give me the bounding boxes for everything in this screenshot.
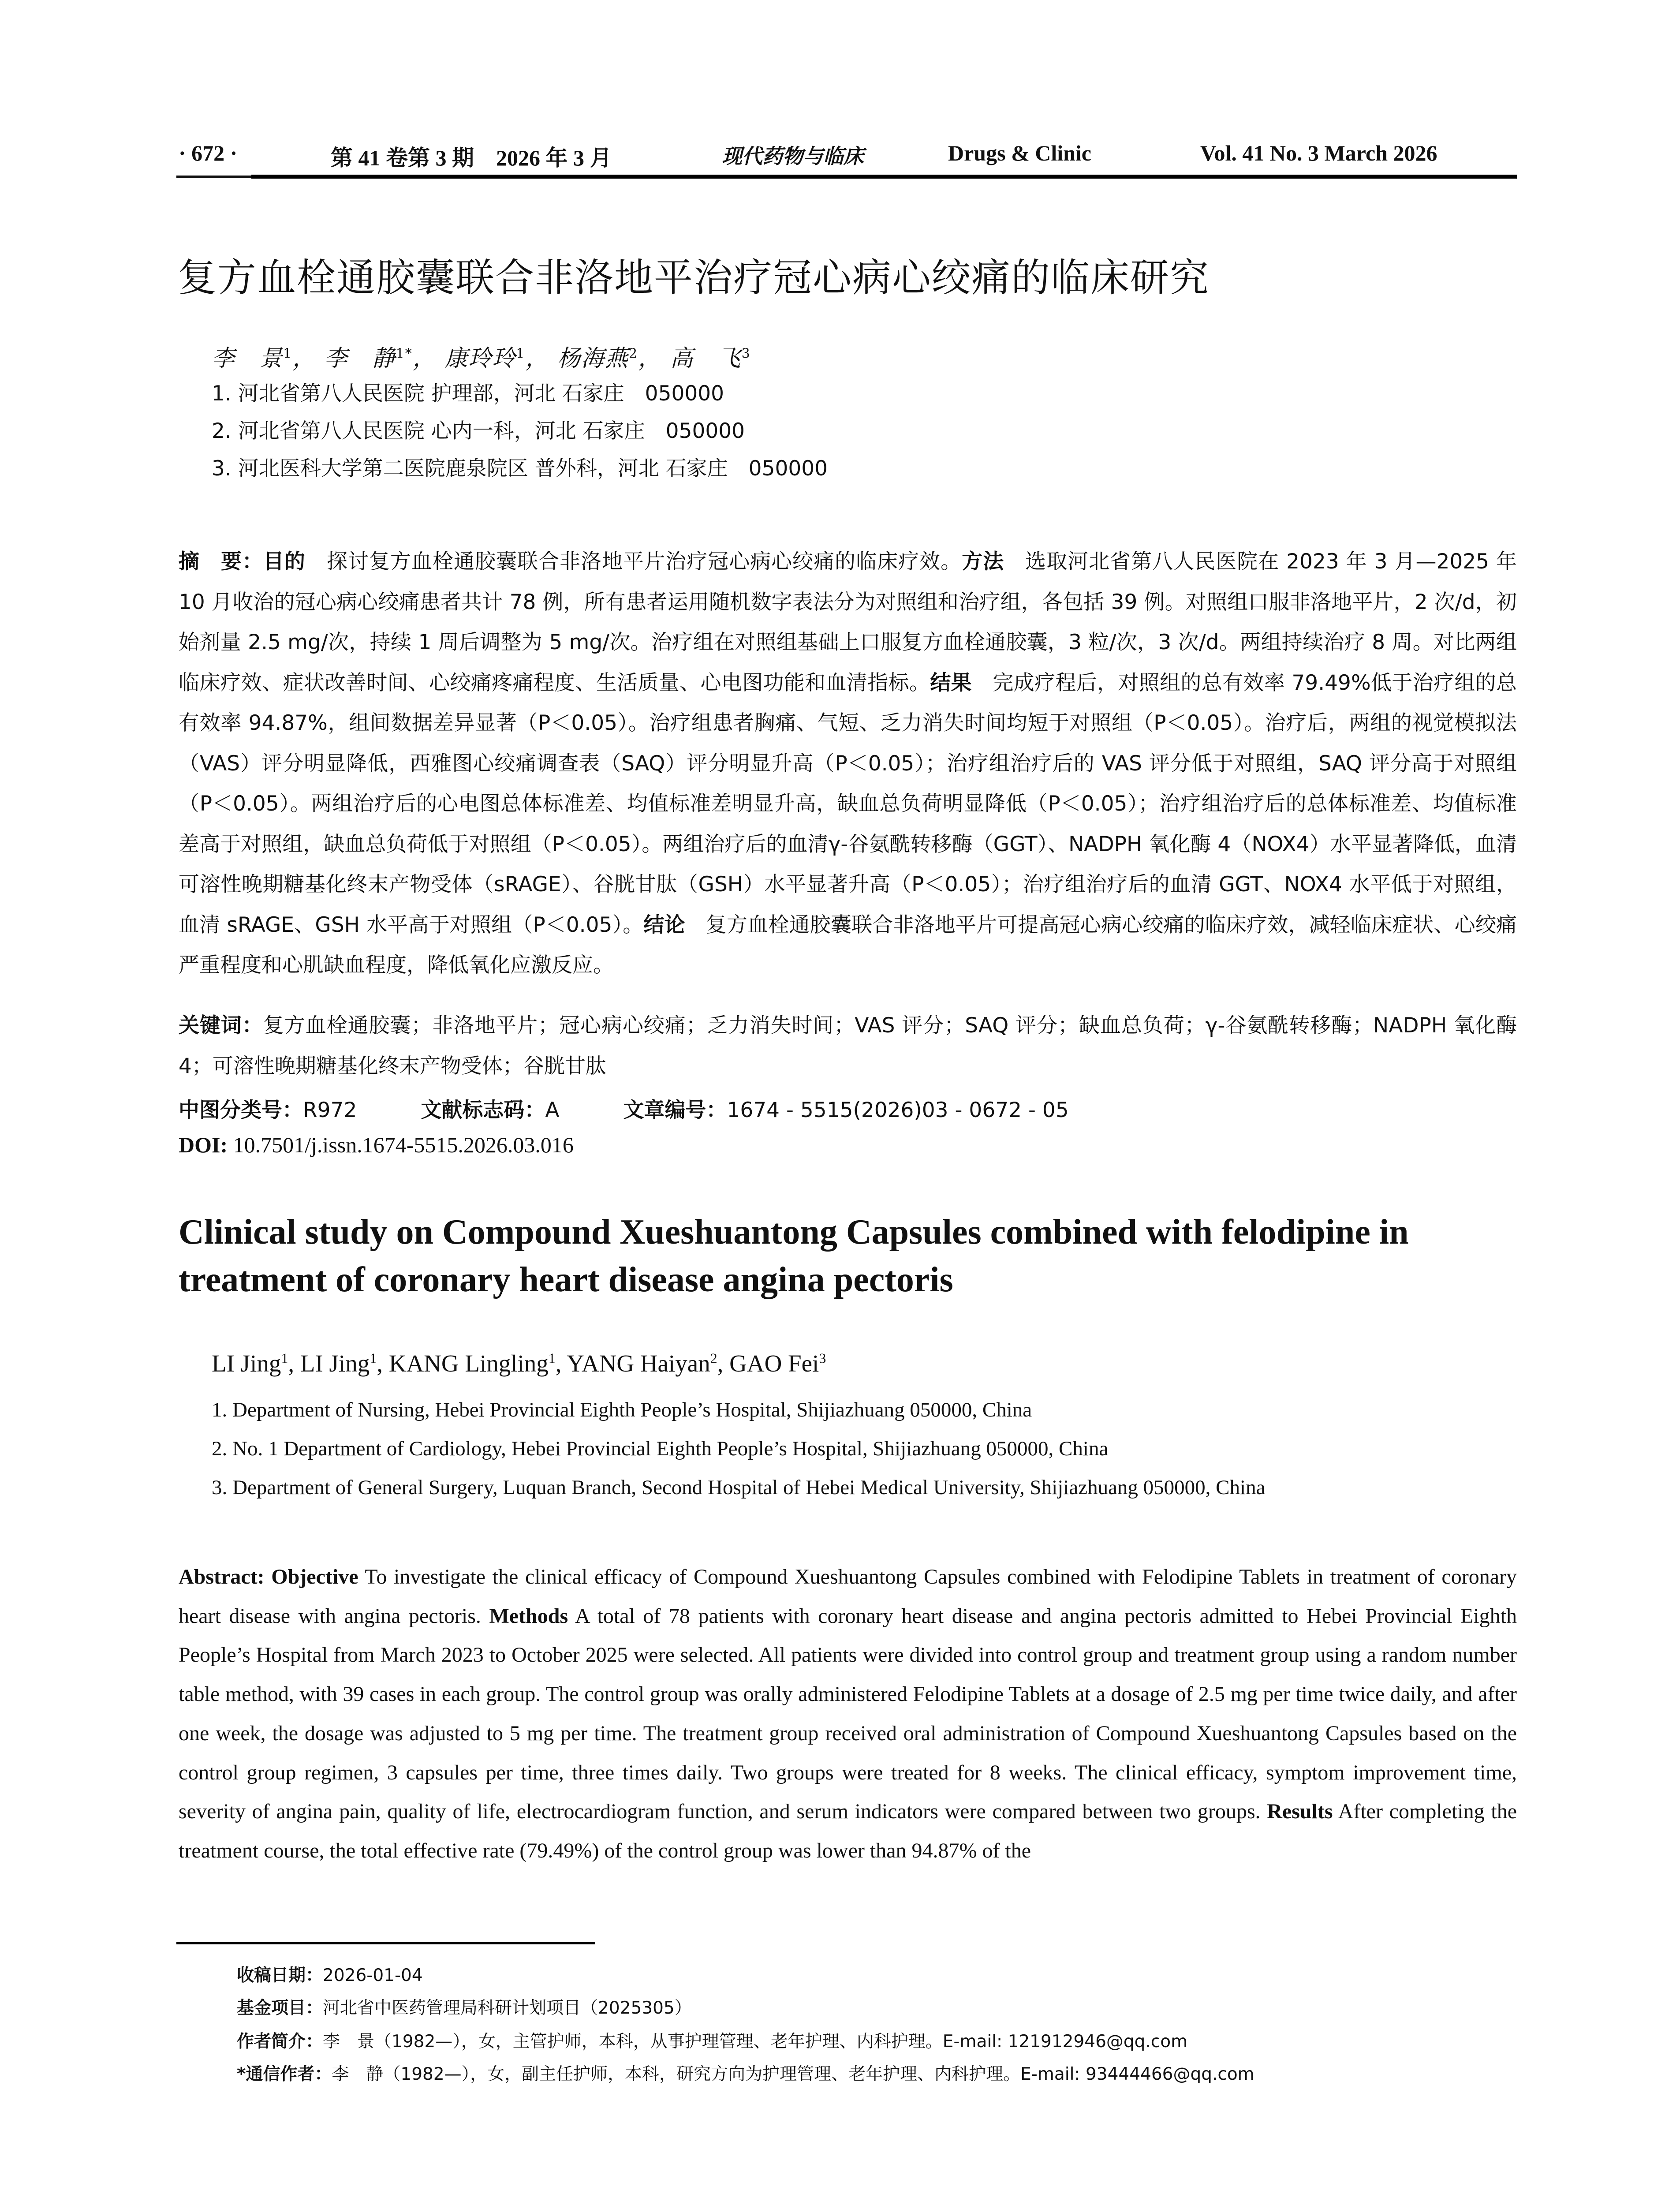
methods-text: 选取河北省第八人民医院在 2023 年 3 月—2025 年 10 月收治的冠心病心绞痛患者共计 78 例，所有患者运用随机数字表法分为对照组和治疗组，各包括 39 例。对照组口服非洛地平片，2 次/d，初始剂量 2.5 mg/次，持续 1 周后调整为 5 mg/次。治疗组在对照组基础上口服复方血栓通胶囊，3 粒/次，3 次/d。两组持续治疗 8 周。对比两组临床疗效、症状改善时间、心绞痛疼痛程度、生活质量、心电图功能和血清指标。 (179, 549, 1517, 695)
doc-code-value: A (545, 1098, 560, 1122)
doi-link[interactable]: 10.7501/j.issn.1674-5515.2026.03.016 (228, 1132, 574, 1157)
footnote-label: 收稿日期： (237, 1966, 323, 1985)
header-rule-left (176, 176, 251, 178)
results-label: Results (1267, 1800, 1333, 1824)
footnote-text: 李 景（1982—），女，主管护师，本科，从事护理管理、老年护理、内科护理。E-mail: 121912946@qq.com (323, 2032, 1188, 2052)
methods-text: A total of 78 patients with coronary heart disease and angina pectoris admitted to Hebei Provincial Eighth People’s Hospital from March 2023 to October 2025 were selected. All patients were divided into control group and treatment group using a random number table method, with 39 cases in each group. The control group was orally administered Felodipine Tablets at a dosage of 2.5 mg per time twice daily, and after one week, the dosage was adjusted to 5 mg per time. The treatment group received oral administration of Compound Xueshuantong Capsules based on the control group regimen, 3 capsules per time, three times daily. Two groups were treated for 8 weeks. The clinical efficacy, symptom improvement time, severity of angina pain, quality of life, electrocardiogram function, and serum indicators were compared between two groups. (179, 1604, 1517, 1824)
affiliation-cn: 3. 河北医科大学第二医院鹿泉院区 普外科，河北 石家庄 050000 (212, 456, 828, 481)
article-no-label: 文章编号： (623, 1098, 727, 1122)
footnote-text: 李 静（1982—），女，副主任护师，本科，研究方向为护理管理、老年护理、内科护理。E-mail: 93444466@qq.com (332, 2064, 1254, 2084)
author-affiliation-mark: 3 (819, 1350, 826, 1366)
affiliation-en: 1. Department of Nursing, Hebei Provincial Eighth People’s Hospital, Shijiazhuang 050000, China (212, 1398, 1032, 1421)
article-no-value: 1674 - 5515(2026)03 - 0672 - 05 (727, 1098, 1069, 1122)
author-affiliation-mark: 1 (548, 1350, 556, 1366)
results-text: After completing the treatment course, the total effective rate (79.49%) of the control group was lower than 94.87% of the (179, 1800, 1517, 1862)
footnote-received-date (237, 1962, 423, 1986)
classification-line (179, 1094, 1069, 1123)
results-label: 结果 (930, 670, 972, 695)
footnote-text: 河北省中医药管理局科研计划项目（2025305） (323, 1998, 692, 2018)
results-text: 完成疗程后，对照组的总有效率 79.49%低于治疗组的总有效率 94.87%，组间数据差异显著（P＜0.05）。治疗组患者胸痛、气短、乏力消失时间均短于对照组（P＜0.05）。治疗后，两组的视觉模拟法（VAS）评分明显降低，西雅图心绞痛调查表（SAQ）评分明显升高（P＜0.05）；治疗组治疗后的 VAS 评分低于对照组，SAQ 评分高于对照组（P＜0.05）。两组治疗后的心电图总体标准差、均值标准差明显升高，缺血总负荷明显降低（P＜0.05）；治疗组治疗后的总体标准差、均值标准差高于对照组，缺血总负荷低于对照组（P＜0.05）。两组治疗后的血清γ-谷氨酰转移酶（GGT）、NADPH 氧化酶 4（NOX4）水平显著降低，血清可溶性晚期糖基化终末产物受体（sRAGE）、谷胱甘肽（GSH）水平显著升高（P＜0.05）；治疗组治疗后的血清 GGT、NOX4 水平低于对照组，血清 sRAGE、GSH 水平高于对照组（P＜0.05）。 (179, 670, 1517, 937)
author-name: LI Jing (300, 1350, 370, 1377)
article-title-en: Clinical study on Compound Xueshuantong Capsules combined with felodipine in treatment of coronary heart disease angina pectoris (179, 1213, 1409, 1299)
doc-code-label: 文献标志码： (421, 1098, 545, 1122)
page-number: · 672 · (179, 141, 238, 165)
author-name: 李 静 (324, 345, 396, 372)
affiliation-cn: 1. 河北省第八人民医院 护理部，河北 石家庄 050000 (212, 381, 724, 406)
clc-value: R972 (303, 1098, 357, 1122)
author-name: KANG Lingling (388, 1350, 549, 1377)
keywords-label: 关键词： (179, 1013, 263, 1038)
doi (179, 1132, 574, 1158)
author-list-cn: 李 景$^1$， 李 静$^{1*}$， 康玲玲$^1$， 杨海燕$^2$， 高 飞$^3$ (212, 345, 751, 372)
conclusion-label: 结论 (643, 912, 685, 937)
author-affiliation-mark: 1 (281, 1350, 288, 1366)
affiliation-en: 3. Department of General Surgery, Luquan Branch, Second Hospital of Hebei Medical University, Shijiazhuang 050000, China (212, 1476, 1266, 1499)
author-name: YANG Haiyan (567, 1350, 710, 1377)
footnote-fund (237, 1994, 692, 2019)
author-affiliation-mark: 1* (396, 346, 413, 362)
issue-cn: 第 41 卷第 3 期 2026 年 3 月 (331, 146, 612, 170)
keywords-cn (179, 1005, 1517, 1086)
abstract-cn (179, 542, 1517, 986)
journal-name-en: Drugs & Clinic (948, 141, 1091, 165)
objective-text: To investigate the clinical efficacy of Compound Xueshuantong Capsules combined with Felodipine Tablets in treatment of coronary heart disease with angina pectoris. (179, 1565, 1517, 1628)
author-affiliation-mark: 3 (741, 346, 751, 362)
issue-en: Vol. 41 No. 3 March 2026 (1200, 141, 1437, 165)
author-affiliation-mark: 1 (370, 1350, 377, 1366)
author-name: 高 飞 (670, 345, 742, 372)
footnote-label: 作者简介： (237, 2032, 323, 2052)
footnote-rule (176, 1942, 595, 1944)
affiliation-en: 2. No. 1 Department of Cardiology, Hebei Provincial Eighth People’s Hospital, Shijiazhuang 050000, China (212, 1437, 1109, 1460)
footnote-author-bio (237, 2028, 1187, 2052)
author-list-en: LI Jing$^1$, LI Jing$^1$, KANG Lingling$^1$, YANG Haiyan$^2$, GAO Fei$^3$ (212, 1350, 826, 1377)
methods-label: 方法 (962, 549, 1004, 574)
objective-text: 探讨复方血栓通胶囊联合非洛地平片治疗冠心病心绞痛的临床疗效。 (306, 549, 962, 574)
author-name: 杨海燕 (557, 345, 629, 372)
author-affiliation-mark: 1 (283, 346, 293, 362)
footnote-label: 基金项目： (237, 1998, 323, 2018)
affiliation-cn: 2. 河北省第八人民医院 心内一科，河北 石家庄 050000 (212, 419, 745, 443)
objective-label: 目的 (263, 549, 306, 574)
conclusion-text: 复方血栓通胶囊联合非洛地平片可提高冠心病心绞痛的临床疗效，减轻临床症状、心绞痛严重程度和心肌缺血程度，降低氧化应激反应。 (179, 912, 1517, 977)
footnote-text: 2026-01-04 (323, 1966, 423, 1985)
author-affiliation-mark: 1 (516, 346, 526, 362)
author-name: 康玲玲 (444, 345, 516, 372)
journal-name-cn: 现代药物与临床 (722, 144, 864, 168)
author-affiliation-mark: 2 (628, 346, 638, 362)
header-rule (251, 175, 1517, 179)
article-title-cn: 复方血栓通胶囊联合非洛地平治疗冠心病心绞痛的临床研究 (178, 255, 1210, 300)
author-name: GAO Fei (729, 1350, 819, 1377)
author-name: 李 景 (212, 345, 284, 372)
methods-label: Methods (489, 1604, 568, 1628)
footnote-label: *通信作者： (237, 2064, 332, 2084)
clc-label: 中图分类号： (179, 1098, 303, 1122)
doi-label: DOI: (179, 1132, 228, 1157)
author-affiliation-mark: 2 (710, 1350, 717, 1366)
running-header (179, 140, 1517, 170)
author-name: LI Jing (212, 1350, 281, 1377)
abstract-objective-label: Abstract: Objective (179, 1565, 358, 1588)
abstract-en (179, 1558, 1517, 1871)
abstract-label: 摘 要： (179, 549, 264, 574)
keywords-text: 复方血栓通胶囊；非洛地平片；冠心病心绞痛；乏力消失时间；VAS 评分；SAQ 评分；缺血总负荷；γ-谷氨酰转移酶；NADPH 氧化酶 4；可溶性晚期糖基化终末产物受体；谷胱甘肽 (179, 1013, 1517, 1078)
footnote-corresponding-author (237, 2060, 1254, 2085)
